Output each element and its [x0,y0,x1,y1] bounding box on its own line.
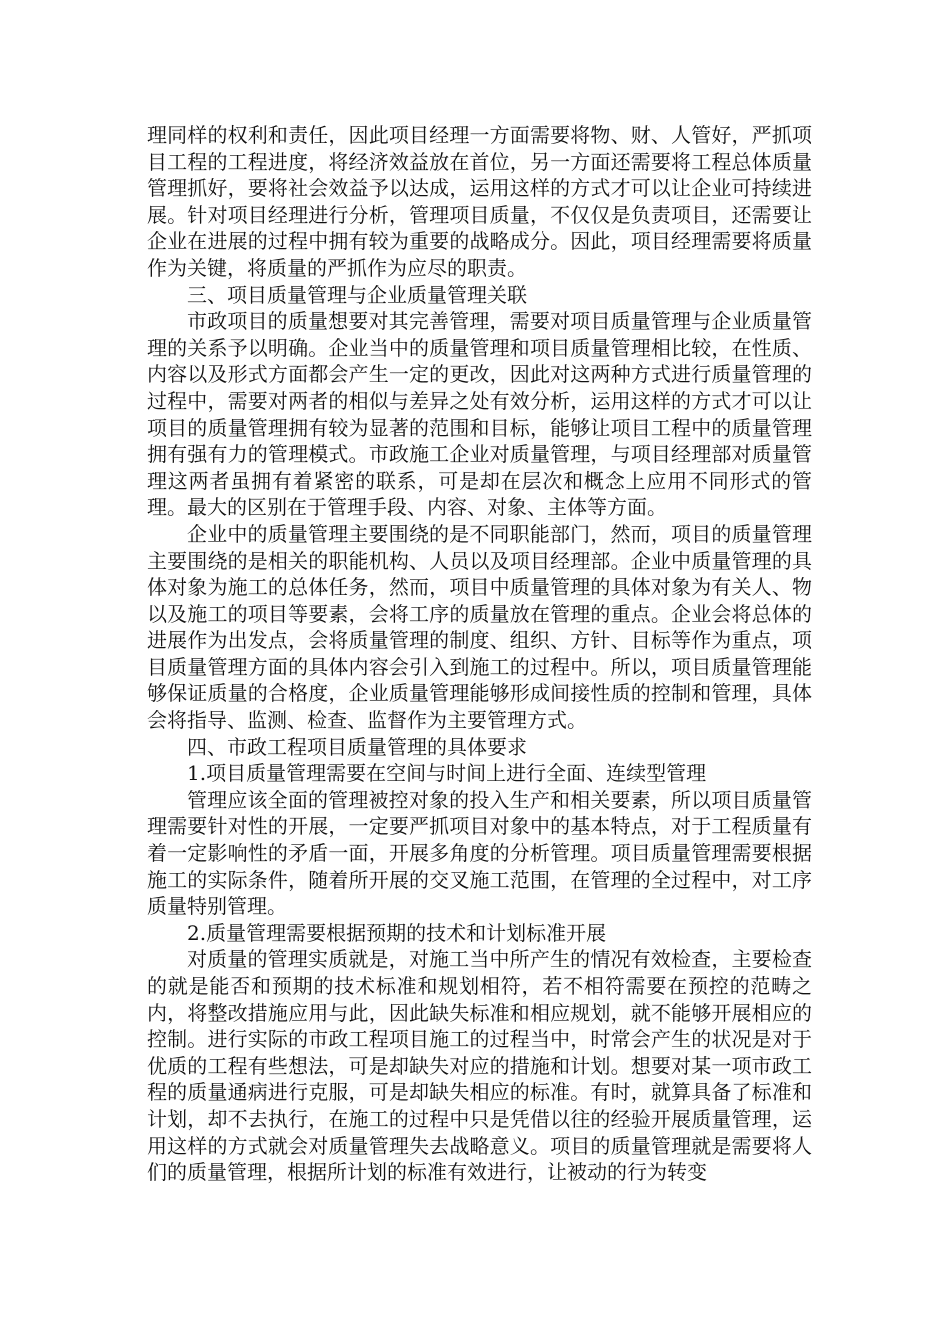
paragraph-5: 对质量的管理实质就是，对施工当中所产生的情况有效检查，主要检查的就是能否和预期的技术标准和规划相符，若不相符需要在预控的范畴之内，将整改措施应用与此，因此缺失标准和相应规划，就不能够开展相应的控制。进行实际的市政工程项目施工的过程当中，时常会产生的状况是对于优质的工程有些想法，可是却缺失对应的措施和计划。想要对某一项市政工程的质量通病进行克服，可是却缺失相应的标准。有时，就算具备了标准和计划，却不去执行，在施工的过程中只是凭借以往的经验开展质量管理，运用这样的方式就会对质量管理失去战略意义。项目的质量管理就是需要将人们的质量管理，根据所计划的标准有效进行，让被动的行为转变 [147,947,812,1185]
paragraph-4: 管理应该全面的管理被控对象的投入生产和相关要素，所以项目质量管理需要针对性的开展，一定要严抓项目对象中的基本特点，对于工程质量有着一定影响性的矛盾一面，开展多角度的分析管理。项目质量管理需要根据施工的实际条件，随着所开展的交叉施工范围，在管理的全过程中，对工序质量特别管理。 [147,787,812,919]
document-page [147,122,812,1186]
subheading-2: 2.质量管理需要根据预期的技术和计划标准开展 [187,920,607,945]
paragraph-1: 理同样的权利和责任，因此项目经理一方面需要将物、财、人管好，严抓项目工程的工程进度，将经济效益放在首位，另一方面还需要将工程总体质量管理抓好，要将社会效益予以达成，运用这样的方式才可以让企业可持续进展。针对项目经理进行分析，管理项目质量，不仅仅是负责项目，还需要让企业在进展的过程中拥有较为重要的战略成分。因此，项目经理需要将质量作为关键，将质量的严抓作为应尽的职责。 [147,123,812,280]
subheading-1: 1.项目质量管理需要在空间与时间上进行全面、连续型管理 [187,761,707,786]
section-heading-4: 四、市政工程项目质量管理的具体要求 [187,734,527,759]
paragraph-3: 企业中的质量管理主要围绕的是不同职能部门，然而，项目的质量管理主要围绕的是相关的职能机构、人员以及项目经理部。企业中质量管理的具体对象为施工的总体任务，然而，项目中质量管理的具体对象为有关人、物以及施工的项目等要素，会将工序的质量放在管理的重点。企业会将总体的进展作为出发点，会将质量管理的制度、组织、方针、目标等作为重点，项目质量管理方面的具体内容会引入到施工的过程中。所以，项目质量管理能够保证质量的合格度，企业质量管理能够形成间接性质的控制和管理，具体会将指导、监测、检查、监督作为主要管理方式。 [147,521,812,733]
paragraph-2: 市政项目的质量想要对其完善管理，需要对项目质量管理与企业质量管理的关系予以明确。企业当中的质量管理和项目质量管理相比较，在性质、内容以及形式方面都会产生一定的更改，因此对这两种方式进行质量管理的过程中，需要对两者的相似与差异之处有效分析，运用这样的方式才可以让项目的质量管理拥有较为显著的范围和目标，能够让项目工程中的质量管理拥有强有力的管理模式。市政施工企业对质量管理，与项目经理部对质量管理这两者虽拥有着紧密的联系，可是却在层次和概念上应用不同形式的管理。最大的区别在于管理手段、内容、对象、主体等方面。 [147,309,812,520]
section-heading-3: 三、项目质量管理与企业质量管理关联 [187,282,527,307]
